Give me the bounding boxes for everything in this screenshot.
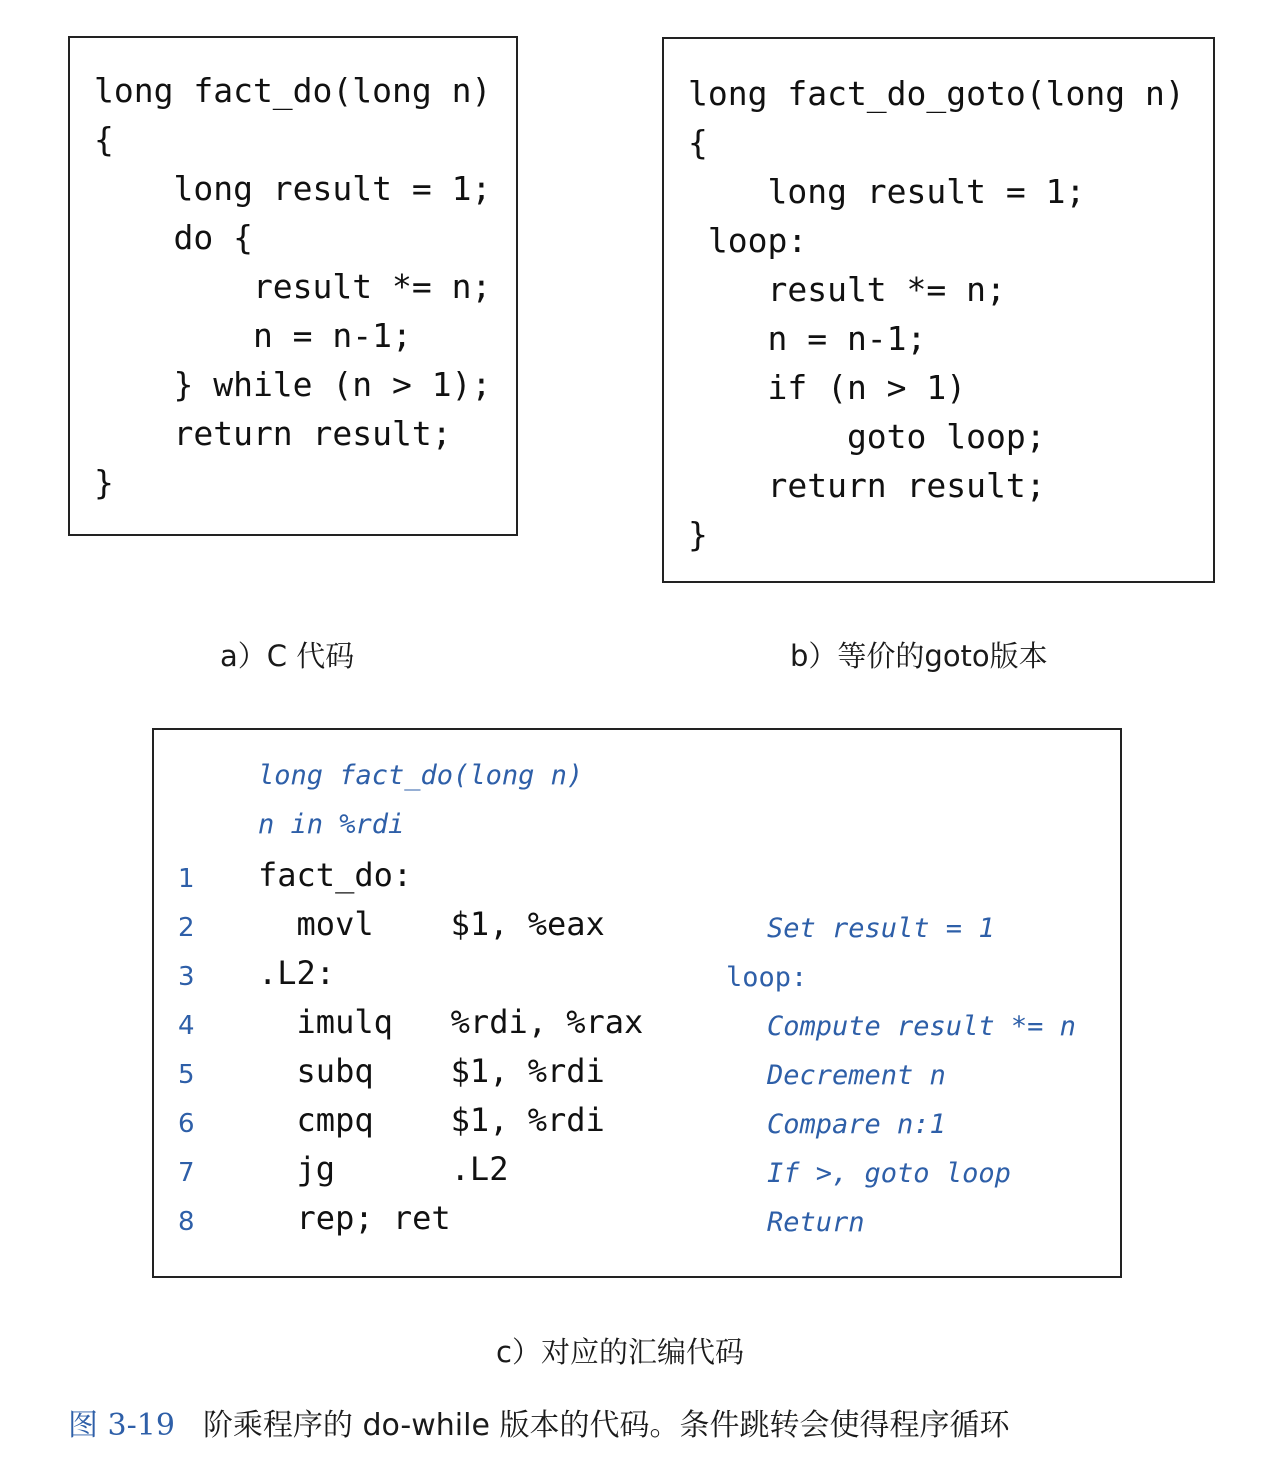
figure-number: 图 3-19: [68, 1408, 175, 1443]
asm-instruction: movl $1, %eax: [258, 905, 605, 943]
asm-line: [154, 905, 1120, 954]
goto-code-listing: long fact_do_goto(long n) { long result = 1; loop: result *= n; n = n-1; if (n > 1) goto loop; return result; }: [688, 74, 1185, 554]
figure-caption: [68, 1400, 1009, 1444]
asm-line: [154, 856, 1120, 905]
line-number: 7: [178, 1158, 195, 1188]
line-number: 5: [178, 1060, 195, 1090]
asm-comment: Compute result *= n: [767, 1011, 1076, 1042]
asm-instruction: fact_do:: [258, 856, 413, 894]
asm-instruction: imulq %rdi, %rax: [258, 1003, 644, 1041]
asm-instruction: subq $1, %rdi: [258, 1052, 605, 1090]
goto-code-panel: [662, 37, 1215, 583]
asm-line: [154, 954, 1120, 1003]
figure-caption-text: 阶乘程序的 do-while 版本的代码。条件跳转会使得程序循环: [202, 1408, 1010, 1443]
line-number: 4: [178, 1011, 195, 1041]
line-number: 8: [178, 1207, 195, 1237]
line-number: 3: [178, 962, 195, 992]
line-number: 2: [178, 913, 195, 943]
caption-b: b）等价的goto版本: [790, 639, 1048, 673]
asm-instruction: rep; ret: [258, 1199, 451, 1237]
asm-instruction: cmpq $1, %rdi: [258, 1101, 605, 1139]
asm-line: [154, 1150, 1120, 1199]
asm-line: [154, 1003, 1120, 1052]
asm-instruction: jg .L2: [258, 1150, 509, 1188]
asm-comment: Set result = 1: [767, 913, 995, 944]
c-code-listing: long fact_do(long n) { long result = 1; do { result *= n; n = n-1; } while (n > 1); return result; }: [94, 71, 492, 502]
asm-comment: Decrement n: [767, 1060, 946, 1091]
asm-line: [154, 1052, 1120, 1101]
caption-a: a）C 代码: [220, 639, 355, 673]
c-code-panel: [68, 36, 518, 536]
asm-header-register-note: n in %rdi: [258, 809, 405, 840]
caption-c: c）对应的汇编代码: [496, 1335, 744, 1369]
assembly-code-panel: [152, 728, 1122, 1278]
line-number: 1: [178, 864, 195, 894]
asm-comment: Return: [767, 1207, 865, 1238]
loop-label: loop:: [726, 962, 808, 993]
line-number: 6: [178, 1109, 195, 1139]
asm-comment: If >, goto loop: [767, 1158, 1011, 1189]
asm-comment: Compare n:1: [767, 1109, 946, 1140]
asm-line: [154, 1101, 1120, 1150]
asm-line: [154, 1199, 1120, 1248]
asm-header-signature: long fact_do(long n): [258, 760, 584, 791]
asm-instruction: .L2:: [258, 954, 336, 992]
